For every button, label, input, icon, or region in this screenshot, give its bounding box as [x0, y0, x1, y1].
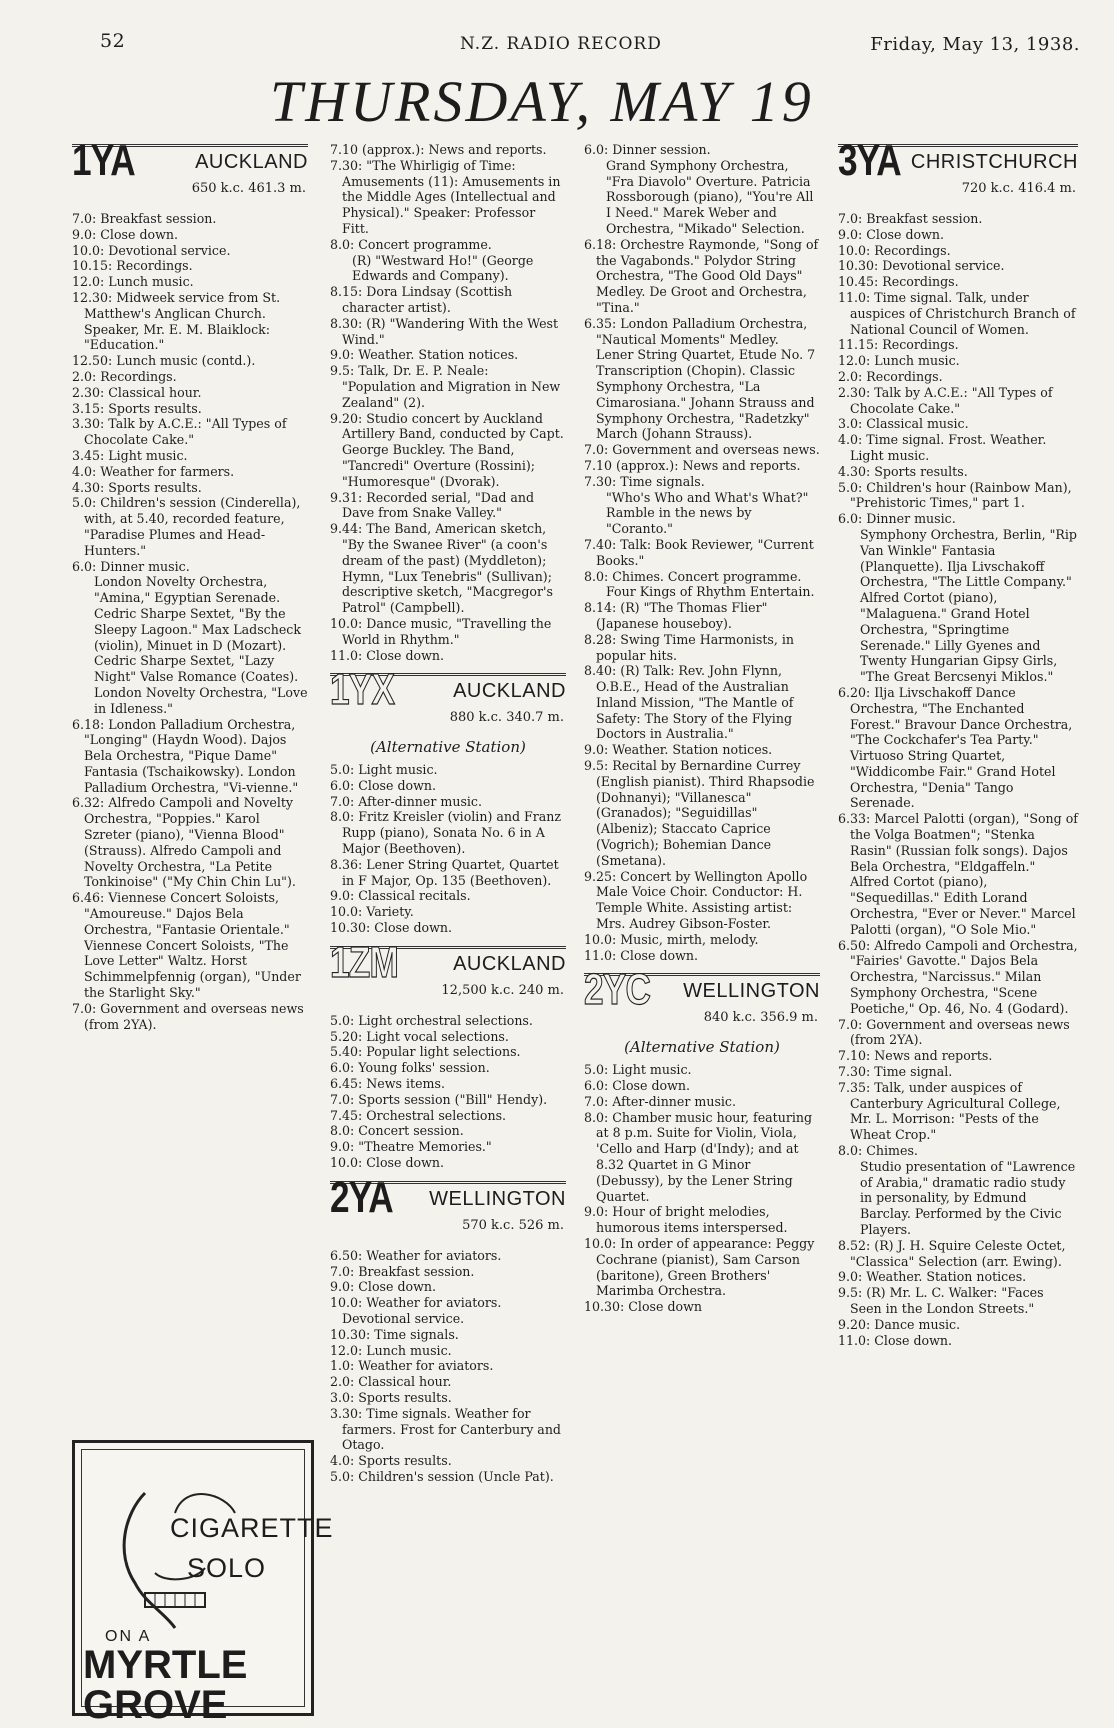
program-item: 11.0: Close down. — [584, 947, 698, 963]
station-call: 1YA — [72, 136, 135, 185]
program-item: 8.0: Concert session. — [330, 1123, 464, 1139]
station-city: WELLINGTON — [683, 980, 820, 1003]
program-item: "Who's Who and What's What?" Ramble in the news by "Coranto." — [606, 489, 809, 537]
program-item: 4.0: Weather for farmers. — [72, 463, 235, 479]
station-heading-1yx — [330, 665, 566, 734]
program-item: 6.0: Close down. — [584, 1078, 690, 1094]
program-item: 6.0: Dinner music. — [72, 558, 190, 574]
program-item: 12.30: Midweek service from St. Matthew's Anglican Church. Speaker, Mr. E. M. Blaiklock: "Education." — [72, 289, 281, 353]
program-item: 8.40: (R) Talk: Rev. John Flynn, O.B.E., Head of the Australian Inland Mission, "The Mantle of Safety: The Story of the Flying Doctors in Australia." — [584, 663, 794, 742]
station-frequency: 12,500 k.c. 240 m. — [441, 982, 564, 998]
program-item: 10.15: Recordings. — [72, 258, 193, 274]
program-item: 5.20: Light vocal selections. — [330, 1028, 509, 1044]
station-city: AUCKLAND — [453, 680, 566, 703]
station-call: 2YC — [584, 965, 651, 1015]
program-list-1yx — [330, 762, 566, 936]
program-item: Studio presentation of "Lawrence of Arabia," dramatic radio study in personality, by Edmund Barclay. Performed by the Civic Players. — [860, 1158, 1076, 1237]
program-item: 4.30: Sports results. — [72, 479, 202, 495]
program-item: 6.46: Viennese Concert Soloists, "Amoureuse." Dajos Bela Orchestra, "Fantasie Orientale." Viennese Concert Soloists, "The Love Letter" Waltz. Horst Schimmelpfennig (organ), "Under the Starlight Sky." — [72, 890, 301, 1001]
program-item: 7.0: Breakfast session. — [838, 211, 983, 226]
program-item: 11.0: Close down. — [838, 1332, 952, 1348]
station-heading-1zm — [330, 937, 566, 1007]
advertisement — [72, 1440, 334, 1727]
program-item: 7.10 (approx.): News and reports. — [330, 142, 547, 157]
station-frequency: 570 k.c. 526 m. — [462, 1217, 564, 1233]
program-item: 5.0: Light music. — [584, 1062, 692, 1078]
station-call: 1ZM — [330, 937, 398, 987]
program-item: 6.0: Dinner session. — [584, 142, 711, 157]
program-item: 12.0: Lunch music. — [330, 1342, 452, 1358]
program-item: 10.0: Devotional service. — [72, 242, 231, 258]
program-item: 11.0: Close down. — [330, 647, 444, 663]
program-item: 5.0: Children's session (Cinderella), with, at 5.40, recorded feature, "Paradise Plumes and Head-Hunters." — [72, 495, 301, 558]
station-city: CHRISTCHURCH — [910, 151, 1078, 173]
program-item: 6.18: London Palladium Orchestra, "Longing" (Haydn Wood). Dajos Bela Orchestra, "Pique Dame" Fantasia (Tschaikowsky). London Palladium Orchestra, "Vi-vienne." — [72, 716, 299, 795]
alternative-station-note: (Alternative Station) — [370, 738, 526, 757]
program-item: 9.5: Recital by Bernardine Currey (English pianist). Third Rhapsodie (Dohnanyi); "Villanesca" (Granados); "Seguidillas" (Albeniz); Staccato Caprice (Vogrich); Bohemian Dance (Smetana). — [584, 758, 815, 868]
program-item: 8.0: Chimes. Concert programme. — [584, 568, 802, 584]
station-frequency: 840 k.c. 356.9 m. — [703, 1010, 818, 1026]
program-item: 9.0: Hour of bright melodies, humorous items interspersed. — [584, 1204, 788, 1236]
program-item: 2.0: Recordings. — [72, 368, 177, 384]
program-item: 7.0: After-dinner music. — [330, 793, 482, 809]
program-item: 7.30: "The Whirligig of Time: Amusements (11): Amusements in the Middle Ages (Intellectual and Physical)." Speaker: Professor Fitt. — [330, 157, 561, 236]
program-item: 5.0: Light music. — [330, 762, 438, 778]
program-item: 8.0: Concert programme. — [330, 236, 492, 252]
station-frequency: 720 k.c. 416.4 m. — [961, 181, 1076, 196]
program-item: 6.50: Weather for aviators. — [330, 1247, 502, 1263]
column-2 — [330, 142, 566, 1485]
program-item: 7.0: Breakfast session. — [330, 1263, 475, 1279]
program-item: 6.33: Marcel Palotti (organ), "Song of the Volga Boatmen"; "Stenka Rasin" (Russian folk songs). Dajos Bela Orchestra, "Eldgaffeln." Alfred Cortot (piano), "Sequedillas." Edith Lorand Orchestra, "Ever or Never." Marcel Palotti (organ), "O Sole Mio." — [838, 811, 1078, 937]
program-item: 9.0: Close down. — [72, 226, 178, 242]
program-item: 8.30: (R) "Wandering With the West Wind." — [330, 315, 559, 347]
program-item: 3.45: Light music. — [72, 447, 188, 463]
program-item: 6.32: Alfredo Campoli and Novelty Orchestra, "Poppies." Karol Szreter (piano), "Vienna Blood" (Strauss). Alfredo Campoli and Novelty Orchestra, "La Petite Tonkinoise" ("My Chin Chin Lu"). — [72, 795, 296, 890]
program-item: 3.0: Sports results. — [330, 1390, 452, 1405]
program-item: 10.0: Variety. — [330, 904, 414, 920]
program-item: 10.30: Close down. — [330, 920, 453, 936]
column-3 — [584, 142, 820, 1315]
issue-date: Friday, May 13, 1938. — [870, 34, 1080, 55]
program-item: 7.0: After-dinner music. — [584, 1093, 736, 1109]
program-item: 6.0: Young folks' session. — [330, 1060, 490, 1076]
station-city: AUCKLAND — [453, 952, 566, 975]
program-item: 7.30: Time signal. — [838, 1064, 953, 1080]
program-item: 3.30: Talk by A.C.E.: "All Types of Chocolate Cake." — [72, 416, 287, 448]
program-item: 7.35: Talk, under auspices of Canterbury Agricultural College, Mr. L. Morrison: "Pests of the Wheat Crop." — [838, 1079, 1061, 1143]
program-item: 2.30: Talk by A.C.E.: "All Types of Chocolate Cake." — [838, 384, 1053, 416]
program-item: 2.0: Recordings. — [838, 368, 943, 384]
page-title: THURSDAY, MAY 19 — [270, 69, 814, 134]
program-item: 8.0: Chamber music hour, featuring at 8 p.m. Suite for Violin, Viola, 'Cello and Harp (d'Indy); and at 8.32 Quartet in G Minor (Debussy), by the Lener String Quartet. — [584, 1109, 813, 1204]
program-list-2yc — [584, 1062, 820, 1315]
station-call: 1YX — [330, 665, 395, 715]
program-item: 8.15: Dora Lindsay (Scottish character artist). — [330, 284, 513, 315]
program-item: 6.18: Orchestre Raymonde, "Song of the Vagabonds." Polydor String Orchestra, "The Good Old Days" Medley. De Groot and Orchestra, "Tina." — [584, 236, 819, 315]
station-heading-2ya — [330, 1172, 566, 1242]
program-list-2ya — [330, 1248, 566, 1485]
program-list-1ya — [72, 211, 308, 1032]
station-frequency: 650 k.c. 461.3 m. — [191, 181, 306, 196]
program-item: Four Kings of Rhythm Entertain. — [606, 584, 815, 600]
station-city: AUCKLAND — [195, 151, 308, 173]
program-item: 9.0: Close down. — [330, 1279, 436, 1295]
station-call: 2YA — [330, 1172, 393, 1222]
program-item: 9.0: Weather. Station notices. — [838, 1269, 1027, 1285]
program-item: 5.0: Children's hour (Rainbow Man), "Prehistoric Times," part 1. — [838, 479, 1072, 511]
program-item: 7.45: Orchestral selections. — [330, 1107, 507, 1123]
program-item: Grand Symphony Orchestra, "Fra Diavolo" Overture. Patricia Rossborough (piano), "You're All I Need." Marek Weber and Orchestra, "Mikado" Selection. — [606, 157, 814, 236]
program-item: 9.5: (R) Mr. L. C. Walker: "Faces Seen in the London Streets." — [838, 1285, 1044, 1316]
program-item: 9.25: Concert by Wellington Apollo Male Voice Choir. Conductor: H. Temple White. Assisting artist: Mrs. Audrey Gibson-Foster. — [584, 868, 808, 932]
ad-line-solo: SOLO — [187, 1553, 267, 1583]
program-item: 12.50: Lunch music (contd.). — [72, 353, 256, 369]
program-item: 10.30: Close down — [584, 1299, 702, 1315]
station-city: WELLINGTON — [429, 1187, 566, 1210]
program-item: 4.0: Time signal. Frost. Weather. Light music. — [838, 432, 1047, 463]
program-item: 7.0: Breakfast session. — [72, 211, 217, 226]
program-item: 7.30: Time signals. — [584, 473, 705, 489]
program-item: 6.35: London Palladium Orchestra, "Nautical Moments" Medley. Lener String Quartet, Etude No. 7 Transcription (Chopin). Classic Symphony Orchestra, "La Cimarosiana." Johann Strauss and Symphony Orchestra, "Radetzky" March (Johann Strauss). — [584, 315, 816, 442]
program-item: 7.10: News and reports. — [838, 1048, 993, 1064]
program-item: 9.20: Studio concert by Auckland Artillery Band, conducted by Capt. George Buckley. The Band, "Tancredi" Overture (Rossini); "Humoresque" (Dvorak). — [330, 410, 564, 489]
program-item: 12.0: Lunch music. — [72, 274, 194, 290]
program-item: 11.0: Time signal. Talk, under auspices of Christchurch Branch of National Council of Women. — [838, 289, 1076, 337]
program-item: 10.45: Recordings. — [838, 274, 959, 290]
alternative-station-note: (Alternative Station) — [624, 1038, 780, 1057]
program-item: 7.0: Government and overseas news (from 2YA). — [72, 1000, 304, 1032]
program-list-2ya-evening — [584, 142, 820, 963]
ad-line-on-a: ON A — [105, 1628, 152, 1645]
program-item: 10.30: Devotional service. — [838, 258, 1005, 274]
program-item: 9.44: The Band, American sketch, "By the Swanee River" (a coon's dream of the past) (Myddleton); Hymn, "Lux Tenebris" (Sullivan); descriptive sketch, "Macgregor's Patrol" (Campbell). — [330, 521, 553, 616]
program-item: 4.0: Sports results. — [330, 1453, 452, 1469]
program-item: 10.0: Music, mirth, melody. — [584, 931, 759, 947]
program-item: 7.0: Sports session ("Bill" Hendy). — [330, 1091, 548, 1107]
program-item: 10.0: Recordings. — [838, 242, 951, 258]
program-item: 5.40: Popular light selections. — [330, 1044, 521, 1060]
program-item: 8.14: (R) "The Thomas Flier" (Japanese houseboy). — [584, 600, 768, 631]
program-item: 11.15: Recordings. — [838, 337, 959, 353]
program-item: 5.0: Children's session (Uncle Pat). — [330, 1468, 554, 1484]
program-item: 8.0: Chimes. — [838, 1143, 918, 1159]
program-item: 7.0: Government and overseas news. — [584, 442, 820, 458]
program-item: 6.45: News items. — [330, 1076, 445, 1092]
program-item: 2.0: Classical hour. — [330, 1374, 452, 1390]
program-item: 3.0: Classical music. — [838, 416, 969, 432]
program-item: 9.5: Talk, Dr. E. P. Neale: "Population and Migration in New Zealand" (2). — [330, 363, 561, 410]
program-list-1ya-evening — [330, 142, 566, 663]
program-item: 9.0: Close down. — [838, 226, 944, 242]
program-item: 7.0: Government and overseas news (from 2YA). — [838, 1016, 1070, 1048]
ad-line-grove: GROVE — [83, 1683, 228, 1727]
program-item: 6.0: Close down. — [330, 777, 436, 793]
program-item: 6.20: Ilja Livschakoff Dance Orchestra, "The Enchanted Forest." Bravour Dance Orchestra, "The Cockchafer's Tea Party." Virtuoso String Quartet, "Widdicombe Fair." Grand Hotel Orchestra, "Denia" Tango Serenade. — [838, 684, 1073, 811]
program-item: 10.0: Dance music, "Travelling the World in Rhythm." — [330, 615, 552, 647]
program-item: 12.0: Lunch music. — [838, 353, 960, 369]
program-item: 2.30: Classical hour. — [72, 384, 202, 400]
program-item: 6.0: Dinner music. — [838, 511, 956, 527]
program-list-3ya — [838, 211, 1078, 1348]
program-item: 9.0: Weather. Station notices. — [330, 347, 519, 363]
program-list-1zm — [330, 1013, 566, 1171]
program-item: 10.0: In order of appearance: Peggy Cochrane (pianist), Sam Carson (baritone), Green Brothers' Marimba Orchestra. — [584, 1236, 815, 1299]
program-item: 3.15: Sports results. — [72, 400, 202, 416]
program-item: 7.40: Talk: Book Reviewer, "Current Books." — [584, 536, 814, 568]
program-item: 9.20: Dance music. — [838, 1316, 961, 1332]
station-heading-1ya — [72, 136, 308, 205]
program-item: 3.30: Time signals. Weather for farmers. Frost for Canterbury and Otago. — [330, 1405, 561, 1453]
program-item: 6.50: Alfredo Campoli and Orchestra, "Fairies' Gavotte." Dajos Bela Orchestra, "Narcissus." Milan Symphony Orchestra, "Scene Poetiche," Op. 46, No. 4 (Godard). — [838, 937, 1078, 1016]
program-item: (R) "Westward Ho!" (George Edwards and Company). — [352, 252, 534, 284]
page-header — [100, 30, 1080, 60]
program-item: 8.36: Lener String Quartet, Quartet in F Major, Op. 135 (Beethoven). — [330, 856, 559, 888]
program-item: 8.52: (R) J. H. Squire Celeste Octet, "Classica" Selection (arr. Ewing). — [838, 1237, 1066, 1269]
program-item: 10.30: Time signals. — [330, 1326, 459, 1342]
program-item: 9.31: Recorded serial, "Dad and Dave from Snake Valley." — [330, 489, 535, 521]
program-item: 5.0: Light orchestral selections. — [330, 1012, 533, 1028]
program-item: 9.0: Classical recitals. — [330, 888, 471, 904]
ad-line-myrtle: MYRTLE — [83, 1643, 248, 1687]
column-1 — [72, 136, 308, 1032]
program-item: 9.0: "Theatre Memories." — [330, 1139, 492, 1155]
ad-line-cigarette: CIGARETTE — [170, 1513, 334, 1543]
program-item: London Novelty Orchestra, "Amina," Egyptian Serenade. Cedric Sharpe Sextet, "By the Sleepy Lagoon." Max Ladscheck (violin), Minuet in D (Mozart). Cedric Sharpe Sextet, "Lazy Night" Valse Romance (Coates). London Novelty Orchestra, "Love in Idleness." — [94, 574, 308, 716]
program-item: 7.10 (approx.): News and reports. — [584, 457, 801, 473]
station-call: 3YA — [838, 136, 901, 185]
program-item: 8.28: Swing Time Harmonists, in popular hits. — [584, 631, 795, 663]
page-number: 52 — [100, 30, 126, 52]
column-4 — [838, 136, 1078, 1348]
station-heading-2yc — [584, 965, 820, 1034]
program-item: 1.0: Weather for aviators. — [330, 1358, 494, 1374]
program-item: 10.0: Close down. — [330, 1155, 444, 1171]
program-item: Symphony Orchestra, Berlin, "Rip Van Winkle" Fantasia (Planquette). Ilja Livschakoff Orchestra, "The Little Company." Alfred Cortot (piano), "Malaguena." Grand Hotel Orchestra, "Springtime Serenade." Lilly Gyenes and Twenty Hungarian Gipsy Girls, "The Great Bercsenyi Miklos." — [860, 526, 1077, 685]
station-heading-3ya — [838, 136, 1078, 205]
station-frequency: 880 k.c. 340.7 m. — [449, 710, 564, 726]
program-item: 10.0: Weather for aviators. Devotional service. — [330, 1295, 502, 1327]
program-item: 9.0: Weather. Station notices. — [584, 742, 773, 758]
masthead: N.Z. RADIO RECORD — [460, 34, 662, 54]
program-item: 8.0: Fritz Kreisler (violin) and Franz Rupp (piano), Sonata No. 6 in A Major (Beethoven). — [330, 809, 562, 857]
program-item: 4.30: Sports results. — [838, 463, 968, 479]
